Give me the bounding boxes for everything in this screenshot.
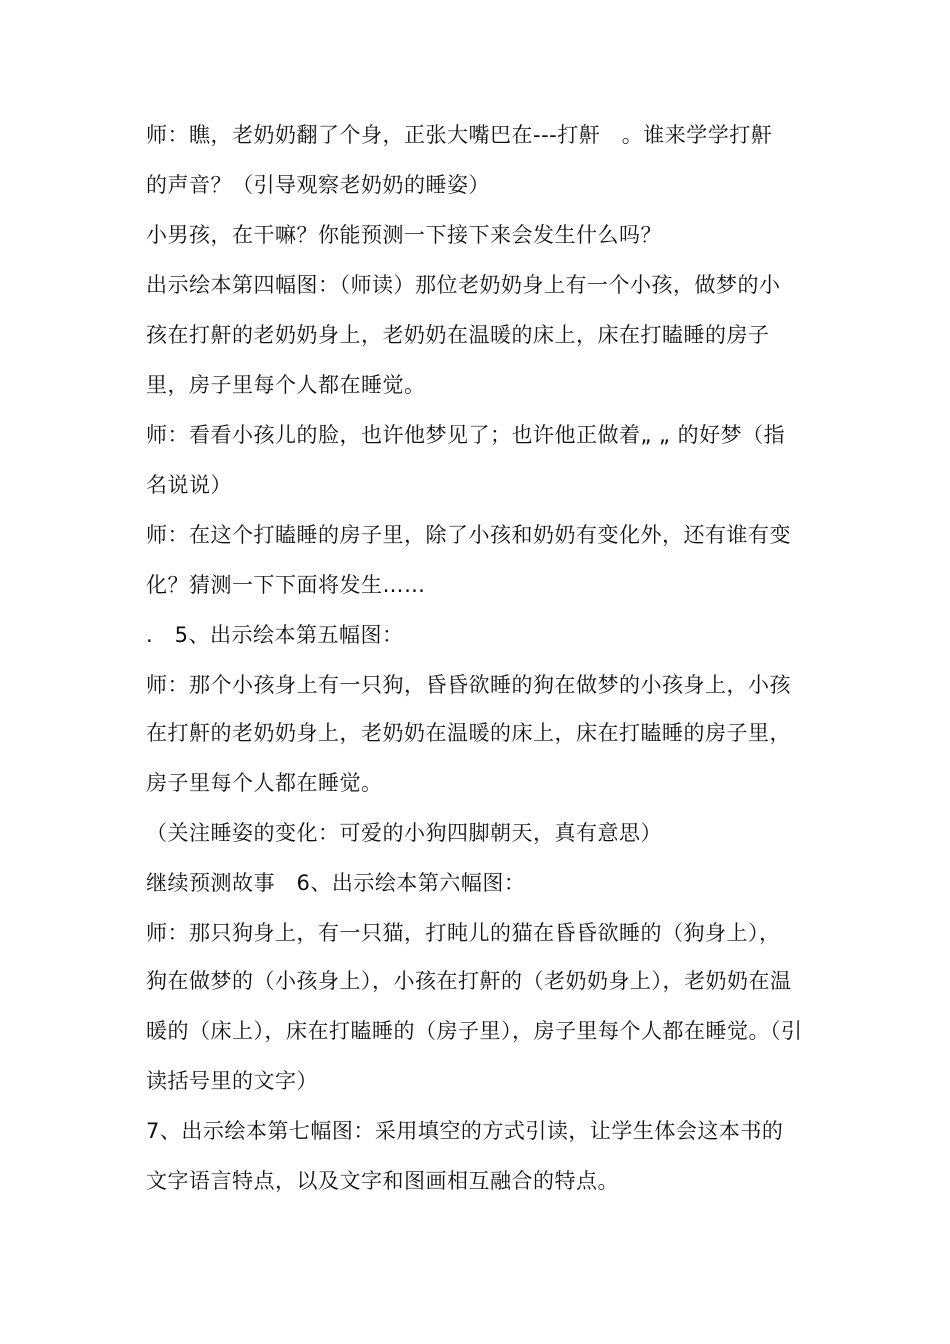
- text-line: （关注睡姿的变化：可爱的小狗四脚朝天，真有意思）: [146, 821, 662, 845]
- text-line: 化？猜测一下下面将发生……: [146, 573, 426, 597]
- text-line: 师：那个小孩身上有一只狗，昏昏欲睡的狗在做梦的小孩身上，小孩: [146, 673, 791, 697]
- text-line: 师：那只狗身上，有一只猫，打盹儿的猫在昏昏欲睡的（狗身上），: [146, 921, 781, 945]
- text-line: 师：看看小孩儿的脸，也许他梦见了；也许他正做着„ „ 的好梦（指: [146, 423, 786, 447]
- text-line: 在打鼾的老奶奶身上，老奶奶在温暖的床上，床在打瞌睡的房子里，: [146, 721, 791, 745]
- text-line: 继续预测故事 6、出示绘本第六幅图：: [146, 871, 526, 895]
- text-line: 里，房子里每个人都在睡觉。: [146, 373, 426, 397]
- text-line: . 5、出示绘本第五幅图：: [146, 623, 404, 647]
- text-line: 暖的（床上），床在打瞌睡的（房子里），房子里每个人都在睡觉。（引: [146, 1019, 803, 1043]
- text-line: 孩在打鼾的老奶奶身上，老奶奶在温暖的床上，床在打瞌睡的房子: [146, 323, 770, 347]
- text-line: 名说说）: [146, 473, 232, 497]
- text-line: 文字语言特点，以及文字和图画相互融合的特点。: [146, 1169, 619, 1193]
- text-line: 7、出示绘本第七幅图：采用填空的方式引读，让学生体会这本书的: [146, 1119, 784, 1143]
- text-line: 师：瞧，老奶奶翻了个身，正张大嘴巴在---打鼾 。谁来学学打鼾: [146, 123, 773, 147]
- text-line: 师：在这个打瞌睡的房子里，除了小孩和奶奶有变化外，还有谁有变: [146, 523, 791, 547]
- text-line: 的声音？（引导观察老奶奶的睡姿）: [146, 173, 490, 197]
- text-line: 房子里每个人都在睡觉。: [146, 771, 383, 795]
- text-line: 狗在做梦的（小孩身上），小孩在打鼾的（老奶奶身上），老奶奶在温: [146, 969, 792, 993]
- text-line: 出示绘本第四幅图：（师读）那位老奶奶身上有一个小孩，做梦的小: [146, 273, 781, 297]
- text-line: 读括号里的文字）: [146, 1069, 318, 1093]
- text-line: 小男孩，在干嘛？你能预测一下接下来会发生什么吗？: [146, 223, 662, 247]
